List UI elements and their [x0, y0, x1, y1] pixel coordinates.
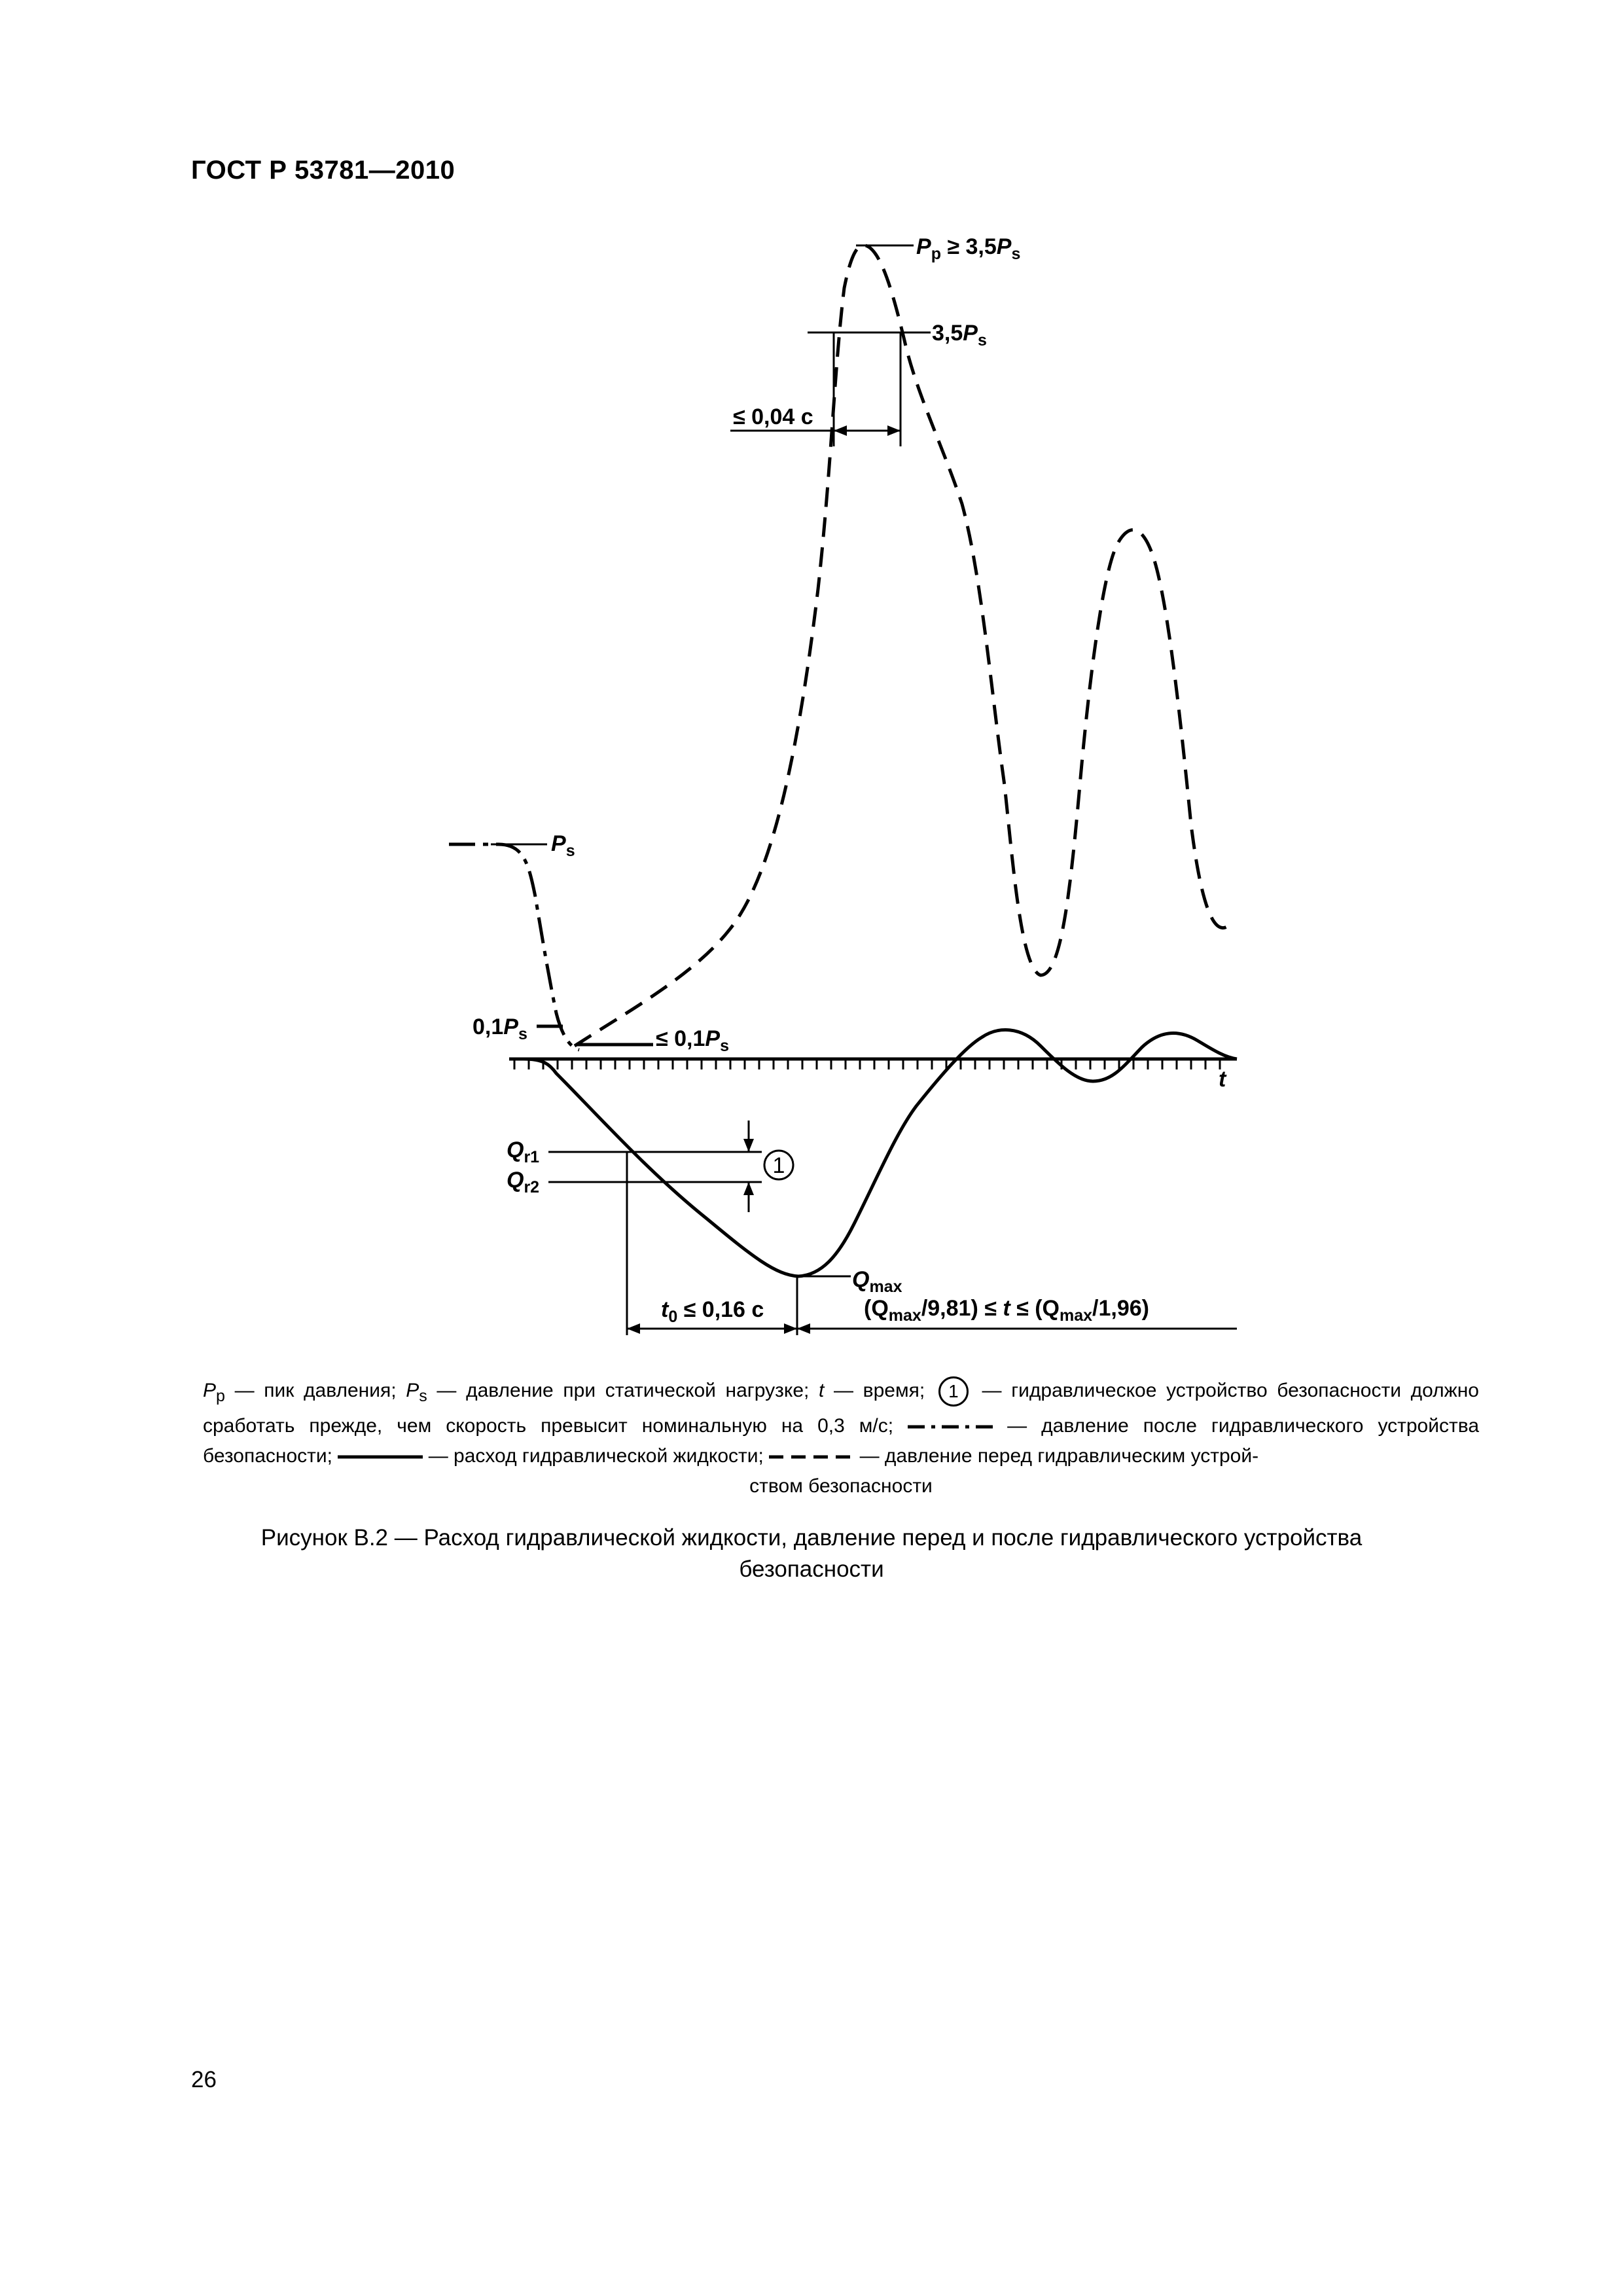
legend-ps-sub: s — [419, 1387, 427, 1405]
time-axis-label: t — [1219, 1067, 1226, 1092]
t0-arrowhead-right — [784, 1323, 797, 1334]
legend-dashed-line-icon — [769, 1454, 854, 1460]
interval-arrowhead-right — [887, 425, 901, 436]
qr1-label: $Q_{r1}$ — [507, 1138, 540, 1166]
t-range-label: $(Q_{max}/9,81) \le t \le (Q_{max}/1,96)$ — [864, 1296, 1149, 1325]
legend-before-desc: — давление перед гидравлическим устрой- — [859, 1445, 1259, 1467]
level-35ps-label: $3,5P_s$ — [932, 321, 987, 350]
caption-line-1: Рисунок В.2 — Расход гидравлической жидкости, давление перед и после гидравлического устройства — [260, 1525, 1363, 1551]
page-number: 26 — [191, 2067, 217, 2092]
legend-dash-dot-line-icon — [908, 1424, 993, 1429]
legend-circle-1: 1 — [938, 1376, 969, 1407]
t0-arrowhead-left — [627, 1323, 640, 1334]
t0-label: $t_0 \le 0,16$ с — [661, 1297, 764, 1326]
qr-arrowhead-top — [743, 1139, 754, 1152]
figure-caption — [196, 1522, 1427, 1585]
legend-pp-desc: — пик давления; — [224, 1380, 406, 1401]
document-header: ГОСТ Р 53781—2010 — [191, 156, 455, 185]
t-range-arrowhead — [797, 1323, 810, 1334]
qr2-label: $Q_{r2}$ — [507, 1168, 540, 1196]
interval-arrowhead-left — [834, 425, 847, 436]
caption-line-2: безопасности — [739, 1556, 884, 1582]
figure-legend — [203, 1376, 1479, 1501]
pressure-before-device-curve — [575, 245, 1232, 1046]
legend-ps-desc: — давление при статической нагрузке; — [427, 1380, 819, 1401]
legend-after-desc: — давление после гидравлического устройства безопасности; — [203, 1415, 1480, 1467]
legend-flow-desc: — расход гидравлической жидкости; — [428, 1445, 764, 1467]
legend-t: t — [819, 1380, 825, 1401]
level-01ps-right-label: ≤ $0,1P_s$ — [656, 1026, 729, 1055]
legend-pp: P — [203, 1380, 217, 1401]
interval-004-label: ≤ 0,04 с — [733, 404, 813, 429]
qmax-label: $Q_{max}$ — [852, 1267, 902, 1296]
legend-device-desc: — гидравлическое устройство безопасности должно сработать прежде, чем скорость превысит номинальную на 0,3 м/с; — [203, 1380, 1479, 1437]
qr-arrowhead-bottom — [743, 1182, 754, 1195]
legend-t-desc: — время; — [824, 1380, 925, 1401]
legend-before-desc-end: ством безопасности — [749, 1475, 933, 1497]
marker-circle-1-label: 1 — [772, 1153, 785, 1178]
ps-label: $P_s$ — [551, 831, 575, 860]
legend-pp-sub: p — [216, 1387, 225, 1405]
legend-solid-line-icon — [338, 1454, 423, 1460]
level-01ps-left-label: $0,1P_s$ — [473, 1014, 527, 1043]
legend-ps: P — [406, 1380, 419, 1401]
peak-label: $P_p \ge 3,5P_s$ — [916, 234, 1021, 263]
